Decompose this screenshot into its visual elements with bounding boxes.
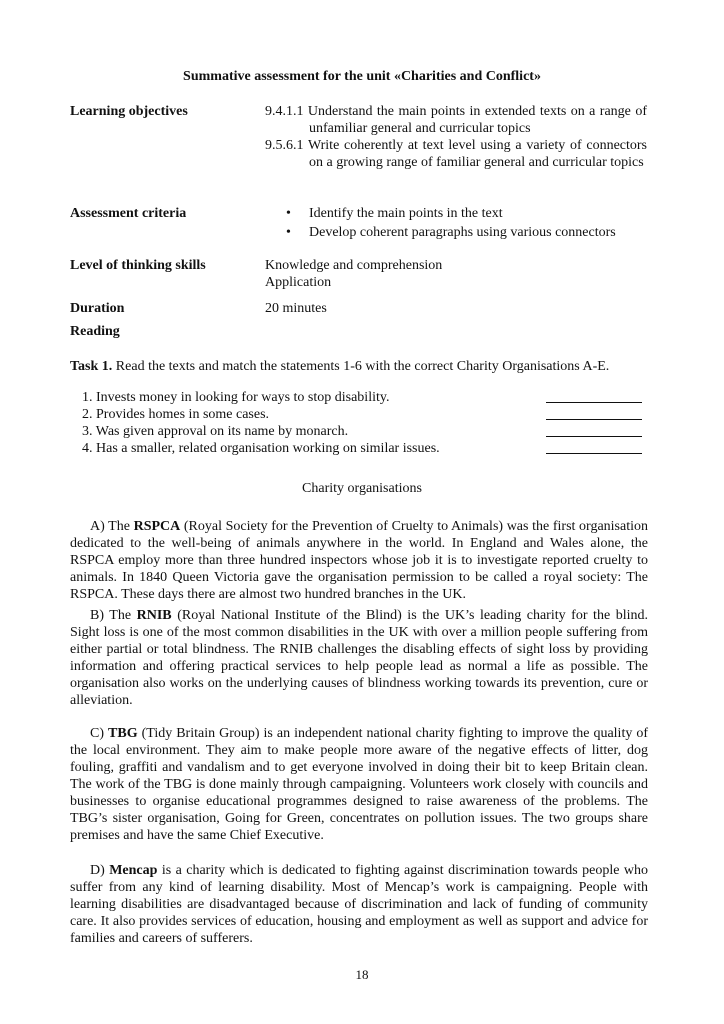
charity-name: RNIB: [136, 608, 172, 623]
answer-blank[interactable]: [546, 436, 642, 437]
paragraph-prefix: D): [90, 863, 110, 878]
assessment-criteria-label: Assessment criteria: [70, 206, 187, 221]
statement-row: [82, 440, 642, 457]
charity-paragraph-d: [70, 862, 648, 947]
statement-row: [82, 389, 642, 406]
statement-row: [82, 406, 642, 423]
answer-blank[interactable]: [546, 453, 642, 454]
criteria-item: • Develop coherent paragraphs using various connectors: [265, 224, 647, 241]
paragraph-prefix: B) The: [90, 608, 137, 623]
charity-paragraph-b: [70, 607, 648, 709]
paragraph-prefix: A) The: [90, 519, 134, 534]
task-text: Read the texts and match the statements 1-6 with the correct Charity Organisations A-E.: [112, 359, 610, 374]
answer-blank[interactable]: [546, 402, 642, 403]
charity-name: RSPCA: [133, 519, 181, 534]
learning-objectives-list: [265, 103, 647, 171]
duration-label: Duration: [70, 301, 125, 316]
learning-objectives-label: Learning objectives: [70, 104, 188, 119]
task-instructions: [70, 358, 660, 375]
statement-text: 2. Provides homes in some cases.: [82, 407, 270, 422]
statement-text: 1. Invests money in looking for ways to stop disability.: [82, 390, 390, 405]
paragraph-text: (Royal Society for the Prevention of Cruelty to Animals) was the first organisation dedicated to the well-being of animals anywhere in the world. In England and Wales alone, the RSPCA employ more than three hundred inspectors whose job it is to investigate reported cruelty to animals. In 1840 Queen Victoria gave the organisation permission to be called a royal society: The RSPCA. These days there are almost two hundred branches in the UK.: [70, 519, 649, 602]
statement-text: 3. Was given approval on its name by monarch.: [82, 424, 349, 439]
objective-item: 9.4.1.1 Understand the main points in extended texts on a range of unfamiliar general and curricular topics: [265, 104, 647, 136]
thinking-skill-item: Application: [265, 275, 332, 290]
duration-value: 20 minutes: [265, 301, 327, 316]
criteria-item: • Identify the main points in the text: [265, 205, 647, 222]
statement-row: [82, 423, 642, 440]
charity-name: TBG: [108, 726, 138, 741]
paragraph-text: (Royal National Institute of the Blind) is the UK’s leading charity for the blind. Sight loss is one of the most common disabilities in the UK with over a million people suffering from either partial or total blindness. The RNIB challenges the disabling effects of sight loss by providing information and offering practical services to help people lead as normal a life as possible. The organisation also works on the underlying causes of blindness working towards its prevention, cure or alleviation.: [70, 608, 648, 708]
section-subheading: Charity organisations: [302, 481, 422, 496]
objective-item: 9.5.6.1 Write coherently at text level using a variety of connectors on a growing range of familiar general and curricular topics: [265, 138, 647, 170]
paragraph-prefix: C): [90, 726, 109, 741]
page-title: Summative assessment for the unit «Charities and Conflict»: [183, 69, 541, 84]
thinking-skill-item: Knowledge and comprehension: [265, 258, 443, 273]
page-number: 18: [355, 967, 369, 982]
task-label: Task 1.: [70, 359, 113, 374]
paragraph-text: (Tidy Britain Group) is an independent national charity fighting to improve the quality of the local environment. They aim to make people more aware of the negative effects of litter, dog fouling, graffiti and vandalism and to get everyone involved in doing their bit to keep Britain clean. The work of the TBG is done mainly through campaigning. Volunteers work closely with councils and businesses to organise educational programmes designed to raise awareness of the problems. The TBG’s sister organisation, Going for Green, concentrates on pollution issues. The two groups share premises and have the same Chief Executive.: [70, 726, 648, 843]
statement-text: 4. Has a smaller, related organisation working on similar issues.: [82, 441, 440, 456]
thinking-skills-label: Level of thinking skills: [70, 258, 206, 273]
paragraph-text: is a charity which is dedicated to fighting against discrimination towards people who suffer from any kind of learning disability. Most of Mencap’s work is campaigning. People with learning disabilities are disadvantaged because of discrimination and lack of funding of community care. It also provides services of education, housing and employment as well as support and advice for families and careers of sufferers.: [70, 863, 648, 946]
answer-blank[interactable]: [546, 419, 642, 420]
charity-paragraph-c: [70, 725, 648, 844]
reading-heading: Reading: [70, 324, 120, 339]
statement-list: [82, 389, 642, 457]
thinking-skills-values: [265, 257, 647, 291]
charity-name: Mencap: [109, 863, 158, 878]
assessment-criteria-list: [265, 205, 647, 243]
charity-paragraph-a: [70, 518, 648, 603]
